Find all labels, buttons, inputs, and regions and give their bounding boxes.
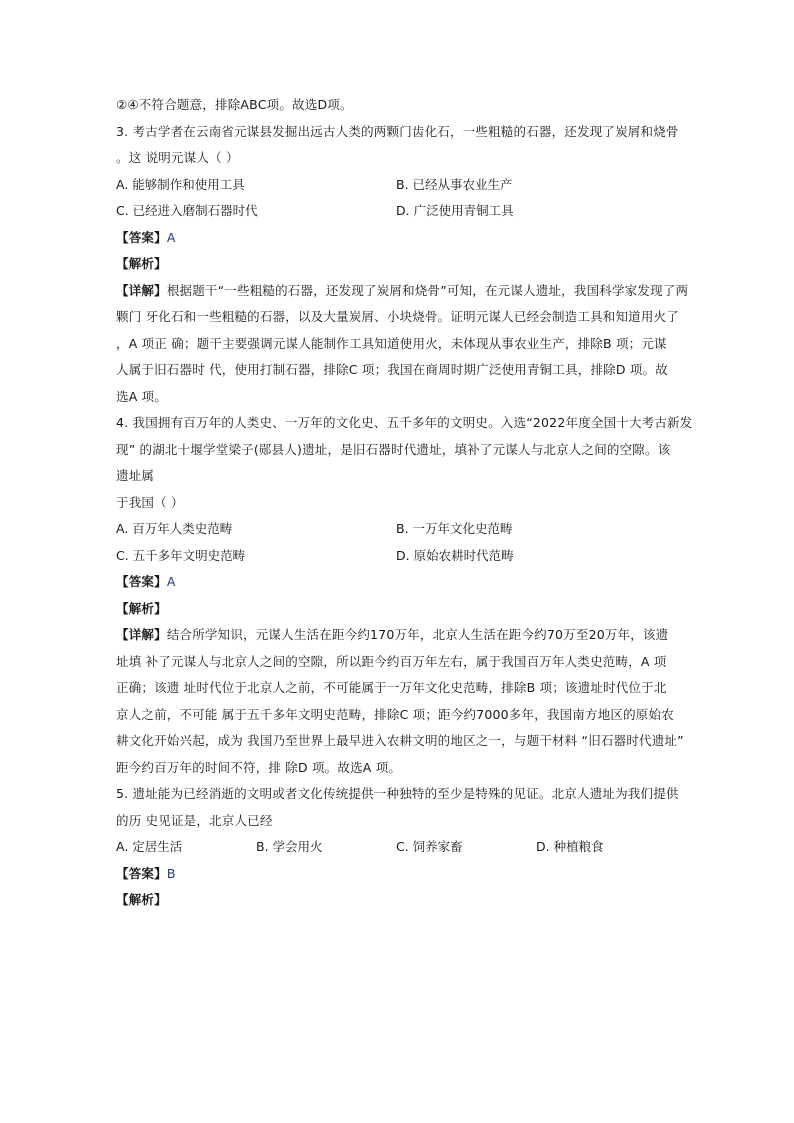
- q3-option-a: A. 能够制作和使用工具: [116, 176, 245, 192]
- q4-detail-line-6: 距今约百万年的时间不符，排 除D 项。故选A 项。: [116, 759, 402, 775]
- q4-option-b: B. 一万年文化史范畴: [396, 521, 513, 536]
- q5-options-row: [116, 834, 676, 861]
- q4-detail-line-5: 耕文化开始兴起，成为 我国乃至世界上最早进入农耕文明的地区之一，与题干材料 “旧石器时代遗址”: [116, 733, 684, 748]
- q4-stem-line-3: 遗址属: [116, 468, 155, 483]
- q4-detail-tag: 【详解】: [116, 627, 167, 642]
- q3-detail-line-2: 颗门 牙化石和一些粗糙的石器，以及大量炭屑、小块烧骨。证明元谋人已经会制造工具和知道用火了: [116, 309, 679, 324]
- q3-options-row-1: [116, 172, 676, 199]
- q4-detail-line-1: [116, 622, 676, 649]
- q3-answer-tag: 【答案】: [116, 229, 167, 245]
- q3-detail-text-1: 根据题干“一些粗糙的石器，还发现了炭屑和烧骨”可知，在元谋人遗址，我国科学家发现了两: [166, 282, 689, 298]
- q5-option-d: D. 种植粮食: [536, 839, 604, 854]
- q4-option-d: D. 原始农耕时代范畴: [396, 547, 514, 563]
- q5-option-a: A. 定居生活: [116, 839, 183, 854]
- q4-analysis-tag: 【解析】: [116, 600, 167, 616]
- q3-answer-value: A: [166, 229, 176, 245]
- q4-detail-line-2: 址填 补了元谋人与北京人之间的空隙，所以距今约百万年左右，属于我国百万年人类史范畴，A 项: [116, 653, 667, 669]
- q3-analysis-tag: 【解析】: [116, 256, 167, 271]
- q3-detail-line-5: 选A 项。: [116, 388, 168, 404]
- q4-option-c: C. 五千多年文明史范畴: [116, 547, 246, 563]
- q4-detail-text-1: 结合所学知识，元谋人生活在距今约170万年，北京人生活在距今约70万至20万年，该遗: [166, 627, 669, 642]
- q4-answer-value: A: [166, 574, 176, 589]
- q5-option-b: B. 学会用火: [256, 839, 323, 854]
- q4-answer-tag: 【答案】: [116, 574, 167, 589]
- q5-option-c: C. 饲养家畜: [396, 839, 463, 854]
- q3-detail-line-3: ，A 项正 确；题干主要强调元谋人能制作工具知道使用火，未体现从事农业生产，排除B 项；元谋: [116, 335, 667, 351]
- q3-stem-line-2: 。这 说明元谋人（ ）: [116, 150, 239, 165]
- q3-detail-tag: 【详解】: [116, 282, 167, 298]
- q3-option-d: D. 广泛使用青铜工具: [396, 203, 514, 218]
- q3-detail-line-4: 人属于旧石器时 代，使用打制石器，排除C 项；我国在商周时期广泛使用青铜工具，排除D 项。故: [116, 362, 668, 377]
- q3-option-b: B. 已经从事农业生产: [396, 176, 513, 192]
- q4-answer-line: [116, 569, 676, 596]
- q4-detail-line-3: 正确；该遗 址时代位于北京人之前，不可能属于一万年文化史范畴，排除B 项；该遗址时代位于北: [116, 680, 667, 695]
- q3-detail-line-1: [116, 278, 689, 305]
- q5-answer-line: [116, 861, 676, 888]
- q4-stem-line-4: 于我国（ ）: [116, 494, 184, 510]
- q3-option-c: C. 已经进入磨制石器时代: [116, 203, 258, 218]
- q5-stem-line-2: 的历 史见证是，北京人已经: [116, 812, 273, 828]
- q3-stem-line-1: 3. 考古学者在云南省元谋县发掘出远古人类的两颗门齿化石，一些粗糙的石器，还发现了炭屑和烧骨: [116, 123, 679, 139]
- q3-answer-line: [116, 225, 676, 252]
- q4-stem-line-1: 4. 我国拥有百万年的人类史、一万年的文化史、五千多年的文明史。入选“2022年度全国十大考古新发: [116, 415, 693, 430]
- q4-option-a: A. 百万年人类史范畴: [116, 521, 233, 536]
- q4-detail-line-4: 京人之前，不可能 属于五千多年文明史范畴，排除C 项；距今约7000多年，我国南方地区的原始农: [116, 706, 674, 722]
- q5-analysis-tag: 【解析】: [116, 892, 167, 907]
- q5-answer-tag: 【答案】: [116, 865, 167, 881]
- q5-answer-value: B: [166, 865, 176, 881]
- q5-stem-line-1: 5. 遗址能为已经消逝的文明或者文化传统提供一种独特的至少是特殊的见证。北京人遗址为我们提供: [116, 786, 679, 801]
- document-content: [116, 92, 693, 914]
- q3-options-row-2: [116, 198, 676, 225]
- prev-answer-tail: ②④不符合题意，排除ABC项。故选D项。: [116, 97, 353, 112]
- q4-stem-line-2: 现” 的湖北十堰学堂梁子(郧县人)遗址，是旧石器时代遗址，填补了元谋人与北京人之间的空隙。该: [116, 441, 671, 457]
- q4-options-row-1: [116, 516, 676, 543]
- q4-options-row-2: [116, 543, 676, 570]
